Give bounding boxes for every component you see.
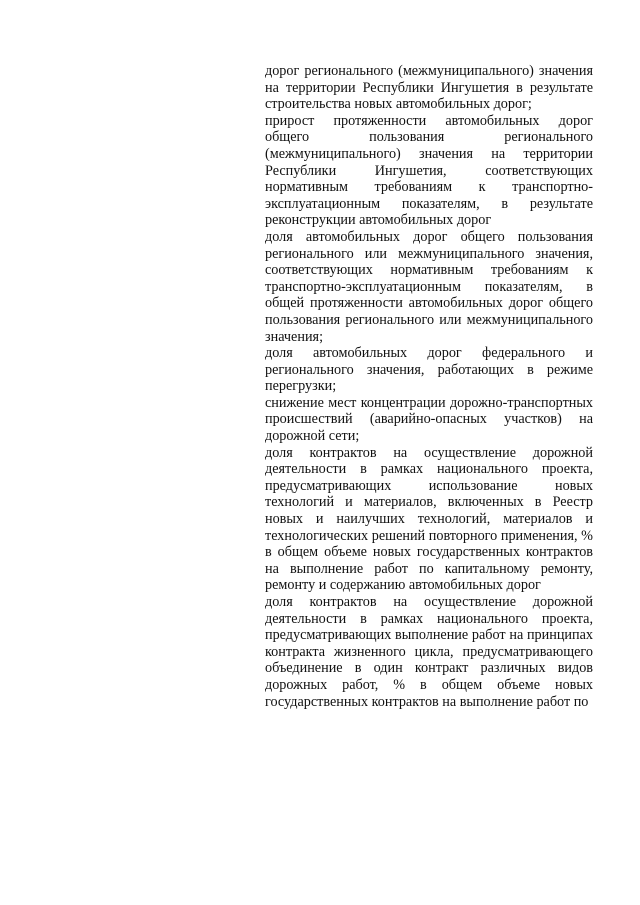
paragraph-2: прирост протяженности автомобильных дорог общего пользования регионального (межмуниципального) значения на территории Республики Ингушетия, соответствующих нормативным требованиям к транспортно-эксплуатационным показателям, в результате реконструкции автомобильных дорог — [265, 112, 593, 229]
paragraph-6: доля контрактов на осуществление дорожной деятельности в рамках национального проекта, предусматривающих использование новых технологий и материалов, включенных в Реестр новых и наилучших технологий, материалов и технологических решений повторного применения, % в общем объеме новых государственных контрактов на выполнение работ по капитальному ремонту, ремонту и содержанию автомобильных дорог — [265, 444, 593, 594]
paragraph-7: доля контрактов на осуществление дорожной деятельности в рамках национального проекта, предусматривающих выполнение работ на принципах контракта жизненного цикла, предусматривающего объединение в один контракт различных видов дорожных работ, % в общем объеме новых государственных контрактов на выполнение работ по — [265, 594, 593, 710]
paragraph-4: доля автомобильных дорог федерального и регионального значения, работающих в режиме перегрузки; — [265, 345, 593, 395]
paragraph-1: дорог регионального (межмуниципального) значения на территории Республики Ингушетия в результате строительства новых автомобильных дорог; — [265, 63, 593, 113]
paragraph-5: снижение мест концентрации дорожно-транспортных происшествий (аварийно-опасных участков) на дорожной сети; — [265, 394, 593, 445]
paragraph-3: доля автомобильных дорог общего пользования регионального или межмуниципального значения, соответствующих нормативным требованиям к транспортно-эксплуатационным показателям, в общей протяженности автомобильных дорог общего пользования регионального или межмуниципального значения; — [265, 228, 593, 345]
document-text-column — [265, 63, 593, 710]
